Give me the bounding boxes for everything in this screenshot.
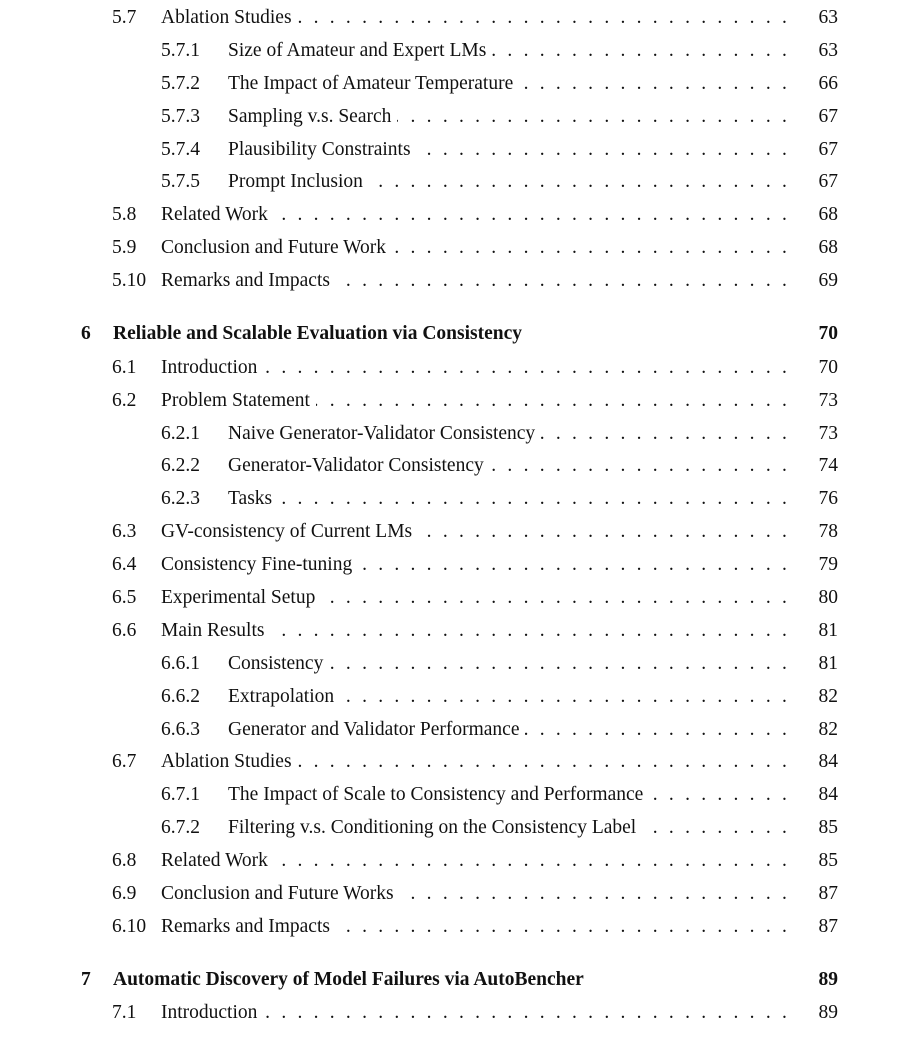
page-number: 66 (798, 71, 838, 97)
page-number: 82 (798, 717, 838, 743)
toc-entry[interactable] (0, 684, 905, 710)
section-number: 5.7.2 (161, 73, 200, 94)
page-number: 70 (798, 355, 838, 381)
page-number: 84 (798, 782, 838, 808)
section-number: 6.6.1 (161, 653, 200, 674)
page-number: 68 (798, 235, 838, 261)
page-number: 69 (798, 268, 838, 294)
section-title: Naive Generator-Validator Consistency (228, 421, 541, 447)
toc-entry[interactable] (0, 355, 905, 381)
toc-entry[interactable] (0, 1000, 905, 1026)
section-title: Conclusion and Future Work (161, 235, 392, 261)
section-title: Generator and Validator Performance (228, 717, 525, 743)
section-title: Remarks and Impacts (161, 914, 336, 940)
page-number: 80 (798, 585, 838, 611)
section-number: 6.8 (112, 850, 137, 871)
toc-entry[interactable] (0, 486, 905, 512)
section-number: 5.7.5 (161, 171, 200, 192)
toc-entry[interactable] (0, 782, 905, 808)
toc-entry[interactable] (0, 651, 905, 677)
toc-entry[interactable] (0, 914, 905, 940)
section-number: 6.7 (112, 751, 137, 772)
page-number: 85 (798, 848, 838, 874)
page-number: 81 (798, 618, 838, 644)
page-number: 74 (798, 453, 838, 479)
toc-chapter-entry[interactable] (0, 321, 905, 347)
section-title: GV-consistency of Current LMs (161, 519, 418, 545)
section-number: 6.6.3 (161, 719, 200, 740)
section-title: Sampling v.s. Search (228, 104, 397, 130)
section-title: Extrapolation (228, 684, 340, 710)
page-number: 89 (798, 1000, 838, 1026)
page-number: 67 (798, 104, 838, 130)
section-title: Introduction (161, 355, 263, 381)
toc-entry[interactable] (0, 104, 905, 130)
toc-entry[interactable] (0, 71, 905, 97)
toc-entry[interactable] (0, 848, 905, 874)
section-number: 6.2.2 (161, 455, 200, 476)
section-number: 6.2.1 (161, 423, 200, 444)
toc-entry[interactable] (0, 618, 905, 644)
toc-entry[interactable] (0, 421, 905, 447)
section-title: Plausibility Constraints (228, 137, 417, 163)
section-title: Related Work (161, 848, 274, 874)
toc-chapter-entry[interactable] (0, 967, 905, 993)
section-title: Consistency Fine-tuning (161, 552, 358, 578)
section-number: 6.7.2 (161, 817, 200, 838)
page-number: 87 (798, 881, 838, 907)
page-number: 82 (798, 684, 838, 710)
section-number: 7.1 (112, 1002, 137, 1023)
section-title: Conclusion and Future Works (161, 881, 400, 907)
section-number: 6.2 (112, 390, 137, 411)
toc-entry[interactable] (0, 552, 905, 578)
toc-entry[interactable] (0, 235, 905, 261)
section-number: 6.5 (112, 587, 137, 608)
page-number: 70 (798, 321, 838, 347)
section-title: Tasks (228, 486, 278, 512)
section-title: Ablation Studies (161, 749, 298, 775)
page-number: 89 (798, 967, 838, 993)
section-number: 5.10 (112, 270, 147, 291)
section-title: Related Work (161, 202, 274, 228)
section-title: Prompt Inclusion (228, 169, 369, 195)
toc-entry[interactable] (0, 169, 905, 195)
toc-entry[interactable] (0, 519, 905, 545)
section-title: The Impact of Scale to Consistency and Performance (228, 782, 649, 808)
page-number: 63 (798, 5, 838, 31)
toc-entry[interactable] (0, 453, 905, 479)
chapter-title: Reliable and Scalable Evaluation via Consistency (113, 321, 528, 347)
section-number: 5.9 (112, 237, 137, 258)
section-title: Remarks and Impacts (161, 268, 336, 294)
section-title: Introduction (161, 1000, 263, 1026)
section-number: 5.7.1 (161, 40, 200, 61)
toc-entry[interactable] (0, 881, 905, 907)
section-number: 6.9 (112, 883, 137, 904)
section-number: 6.6.2 (161, 686, 200, 707)
toc-entry[interactable] (0, 388, 905, 414)
section-number: 5.7 (112, 7, 137, 28)
chapter-number: 6 (81, 323, 91, 344)
toc-entry[interactable] (0, 38, 905, 64)
chapter-title: Automatic Discovery of Model Failures via AutoBencher (113, 967, 590, 993)
toc-entry[interactable] (0, 268, 905, 294)
page-number: 73 (798, 388, 838, 414)
section-number: 6.4 (112, 554, 137, 575)
page-number: 67 (798, 137, 838, 163)
page-number: 63 (798, 38, 838, 64)
toc-entry[interactable] (0, 585, 905, 611)
section-number: 5.7.3 (161, 106, 200, 127)
toc-entry[interactable] (0, 202, 905, 228)
section-number: 6.6 (112, 620, 137, 641)
section-title: Filtering v.s. Conditioning on the Consistency Label (228, 815, 642, 841)
section-title: Main Results (161, 618, 270, 644)
section-title: The Impact of Amateur Temperature (228, 71, 519, 97)
toc-entry[interactable] (0, 717, 905, 743)
section-number: 6.10 (112, 916, 147, 937)
section-title: Experimental Setup (161, 585, 321, 611)
page-number: 85 (798, 815, 838, 841)
section-title: Ablation Studies (161, 5, 298, 31)
section-number: 5.8 (112, 204, 137, 225)
page-number: 87 (798, 914, 838, 940)
dot-leader (228, 486, 803, 512)
page-number: 81 (798, 651, 838, 677)
page-number: 76 (798, 486, 838, 512)
section-number: 6.1 (112, 357, 137, 378)
page-number: 79 (798, 552, 838, 578)
page-number: 68 (798, 202, 838, 228)
page-number: 84 (798, 749, 838, 775)
section-number: 6.2.3 (161, 488, 200, 509)
page-number: 78 (798, 519, 838, 545)
toc-entry[interactable] (0, 137, 905, 163)
section-title: Size of Amateur and Expert LMs (228, 38, 492, 64)
page-number: 67 (798, 169, 838, 195)
page-number: 73 (798, 421, 838, 447)
chapter-number: 7 (81, 969, 91, 990)
section-title: Generator-Validator Consistency (228, 453, 490, 479)
toc-entry[interactable] (0, 815, 905, 841)
toc-entry[interactable] (0, 749, 905, 775)
section-number: 6.3 (112, 521, 137, 542)
section-number: 5.7.4 (161, 139, 200, 160)
toc-entry[interactable] (0, 5, 905, 31)
section-number: 6.7.1 (161, 784, 200, 805)
section-title: Consistency (228, 651, 329, 677)
section-title: Problem Statement (161, 388, 316, 414)
